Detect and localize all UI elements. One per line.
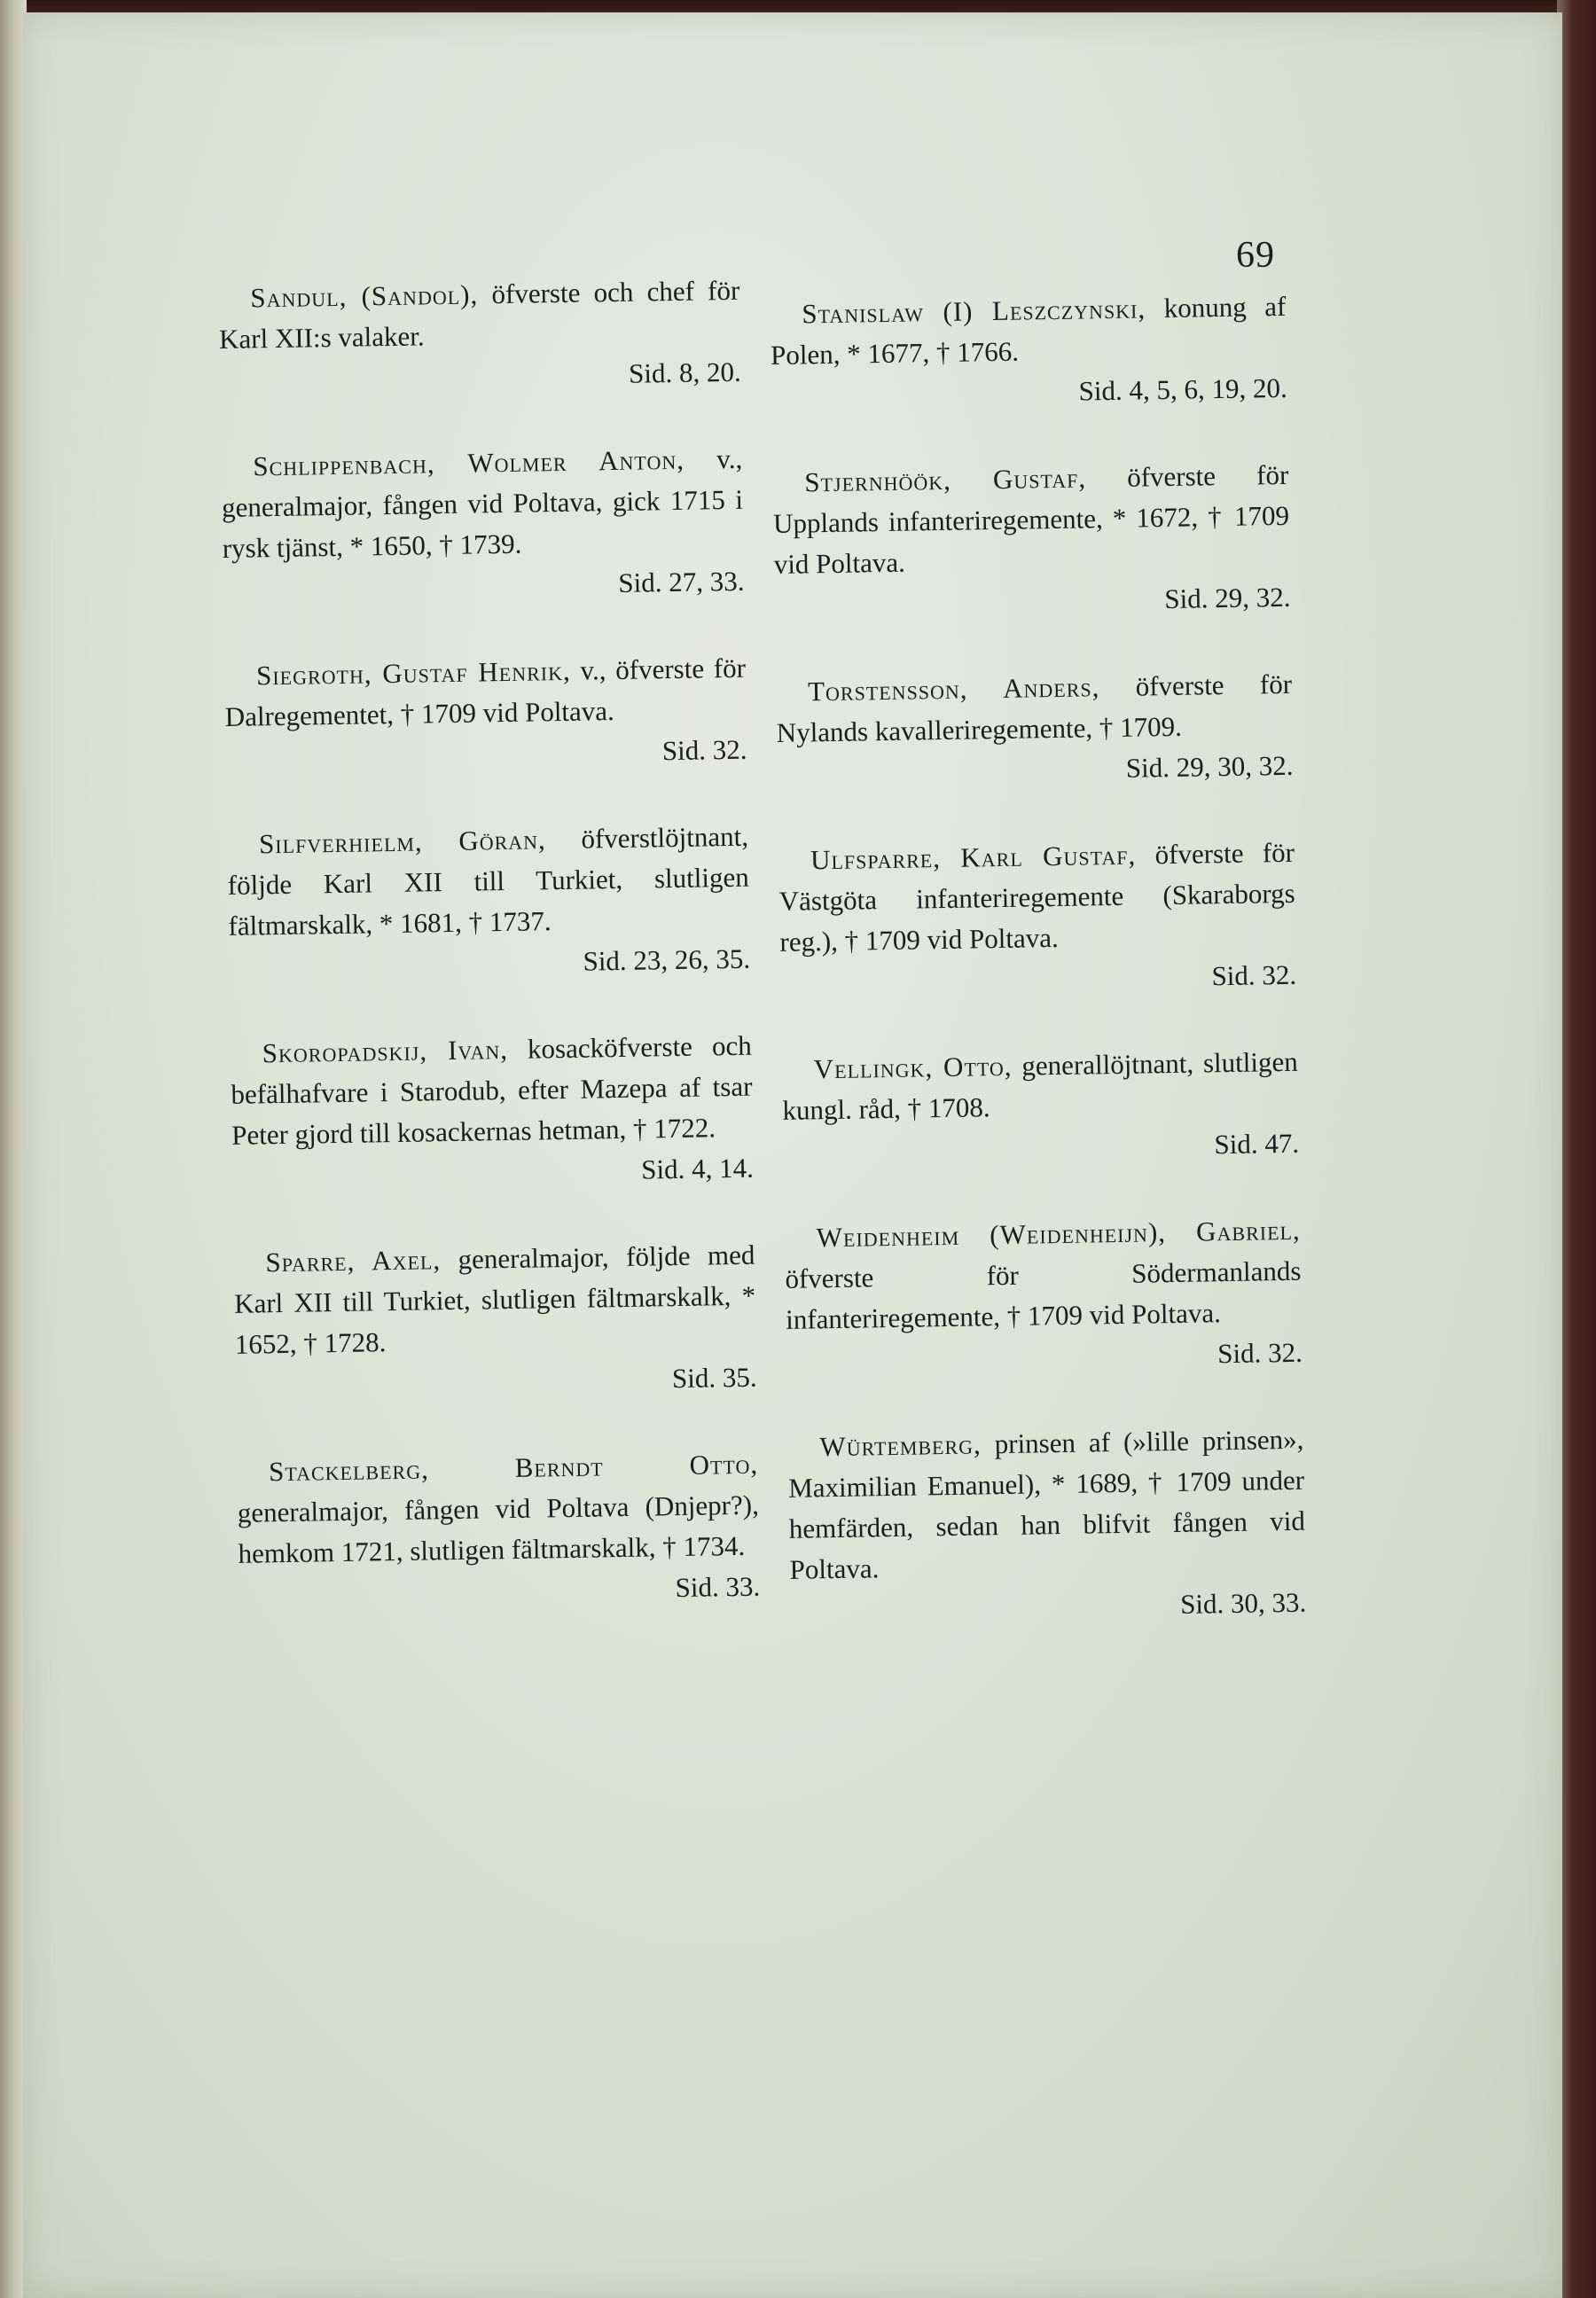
- index-entry: [237, 1444, 761, 1615]
- entry-description: öfverste för Västgöta infanteriregemente (Skaraborgs reg.), † 1709 vid Poltava.: [778, 836, 1295, 958]
- entry-page-reference: Sid. 29, 32.: [1164, 581, 1291, 615]
- entry-name: Würtemberg,: [819, 1428, 982, 1463]
- entry-page-reference: Sid. 27, 33.: [618, 565, 745, 598]
- entry-name: Stanislaw (I) Leszczynski,: [802, 293, 1146, 330]
- index-entry: [776, 664, 1294, 794]
- entry-description: prinsen af (»lille prinsen», Maximilian Emanuel), * 1689, † 1709 under hemfärden, sedan han blifvit fången vid Poltava.: [787, 1423, 1306, 1585]
- entry-text: [218, 270, 740, 360]
- entry-description: öfverste för Upplands infanteriregemente, * 1672, † 1709 vid Poltava.: [772, 458, 1290, 580]
- entry-description: generalmajor, fången vid Poltava (Dnjepr?), hemkom 1721, slutligen fältmarskalk, † 1734.: [237, 1489, 760, 1569]
- entry-name: Weidenheim (Weidenheijn), Gabriel,: [816, 1214, 1301, 1254]
- entry-page-reference: Sid. 4, 14.: [640, 1152, 755, 1185]
- index-entry: [772, 455, 1291, 626]
- entry-name: Sandul, (Sandol),: [250, 278, 479, 314]
- entry-text: [770, 286, 1287, 376]
- entry-text: [233, 1235, 756, 1365]
- entry-page-reference: Sid. 32.: [661, 733, 747, 767]
- entry-name: Stjernhöök, Gustaf,: [804, 462, 1087, 498]
- entry-page-reference: Sid. 32.: [1211, 958, 1297, 992]
- entry-description: öfverste för Nylands kavalleriregemente, † 1709.: [776, 668, 1293, 748]
- entry-text: [781, 1042, 1298, 1131]
- left-column: [218, 270, 761, 1661]
- entry-name: Siegroth, Gustaf Henrik,: [255, 654, 571, 692]
- index-entry: [218, 270, 741, 401]
- entry-description: öfverstlöjtnant, följde Karl XII till Turkiet, slutligen fältmarskalk, * 1681, † 1737.: [227, 820, 749, 942]
- index-entry: [221, 439, 745, 610]
- entry-description: öfverste och chef för Karl XII:s valaker.: [218, 274, 740, 355]
- index-entry: [784, 1210, 1303, 1381]
- entry-text: [237, 1444, 760, 1575]
- book-page: [23, 12, 1562, 2298]
- entry-description: generallöjtnant, slutligen kungl. råd, † 1708.: [782, 1045, 1298, 1126]
- entry-page-reference: Sid. 33.: [675, 1570, 761, 1604]
- entry-text: [230, 1026, 753, 1156]
- entry-name: Skoropadskij, Ivan,: [262, 1033, 509, 1069]
- entry-page-reference: Sid. 35.: [671, 1361, 757, 1395]
- entry-name: Schlippenbach, Wolmer Anton,: [253, 443, 685, 482]
- entry-page-reference: Sid. 29, 30, 32.: [1125, 749, 1294, 784]
- entry-text: [787, 1419, 1306, 1591]
- entry-page-reference: Sid. 47.: [1214, 1127, 1300, 1161]
- entry-text: [776, 664, 1293, 754]
- entry-description: kosacköfverste och befälhafvare i Starodub, efter Mazepa af tsar Peter gjord till kosackernas hetman, † 1722.: [231, 1029, 753, 1151]
- page-number: 69: [1236, 235, 1275, 276]
- entry-description: konung af Polen, * 1677, † 1766.: [770, 290, 1287, 371]
- entry-name: Vellingk, Otto,: [813, 1050, 1013, 1085]
- entry-text: [778, 832, 1296, 963]
- entry-text: [227, 817, 750, 947]
- entry-page-reference: Sid. 4, 5, 6, 19, 20.: [1078, 371, 1288, 407]
- entry-page-reference: Sid. 30, 33.: [1179, 1586, 1307, 1620]
- entry-page-reference: Sid. 23, 26, 35.: [583, 942, 751, 977]
- entry-page-reference: Sid. 8, 20.: [628, 356, 742, 389]
- entry-text: [224, 648, 747, 738]
- index-entry: [778, 832, 1297, 1004]
- entry-text: [772, 455, 1290, 585]
- entry-name: Silfverhielm, Göran,: [258, 824, 547, 860]
- entry-name: Torstensson, Anders,: [807, 671, 1100, 707]
- entry-text: [784, 1210, 1302, 1340]
- entry-description: v., öfverste för Dalregementet, † 1709 vid Poltava.: [224, 652, 747, 732]
- index-entry: [224, 648, 747, 778]
- entry-name: Stackelberg, Berndt Otto,: [268, 1448, 759, 1488]
- entry-page-reference: Sid. 32.: [1217, 1336, 1303, 1370]
- index-entry: [230, 1026, 754, 1197]
- entry-text: [221, 439, 744, 569]
- entry-description: generalmajor, följde med Karl XII till Turkiet, slutligen fältmarskalk, * 1652, † 1728.: [233, 1239, 756, 1360]
- index-entry: [781, 1042, 1299, 1172]
- right-column: [770, 286, 1307, 1677]
- entry-description: öfverste för Södermanlands infanteriregemente, † 1709 vid Poltava.: [785, 1255, 1302, 1335]
- index-entry: [787, 1419, 1307, 1631]
- index-entry: [227, 817, 751, 988]
- index-entry: [770, 286, 1287, 417]
- book-cover-right-edge: [1557, 0, 1596, 2298]
- index-entry: [233, 1235, 757, 1406]
- entry-name: Sparre, Axel,: [265, 1244, 442, 1278]
- entry-description: v., generalmajor, fången vid Poltava, gick 1715 i rysk tjänst, * 1650, † 1739.: [221, 442, 744, 564]
- entry-name: Ulfsparre, Karl Gustaf,: [810, 839, 1137, 876]
